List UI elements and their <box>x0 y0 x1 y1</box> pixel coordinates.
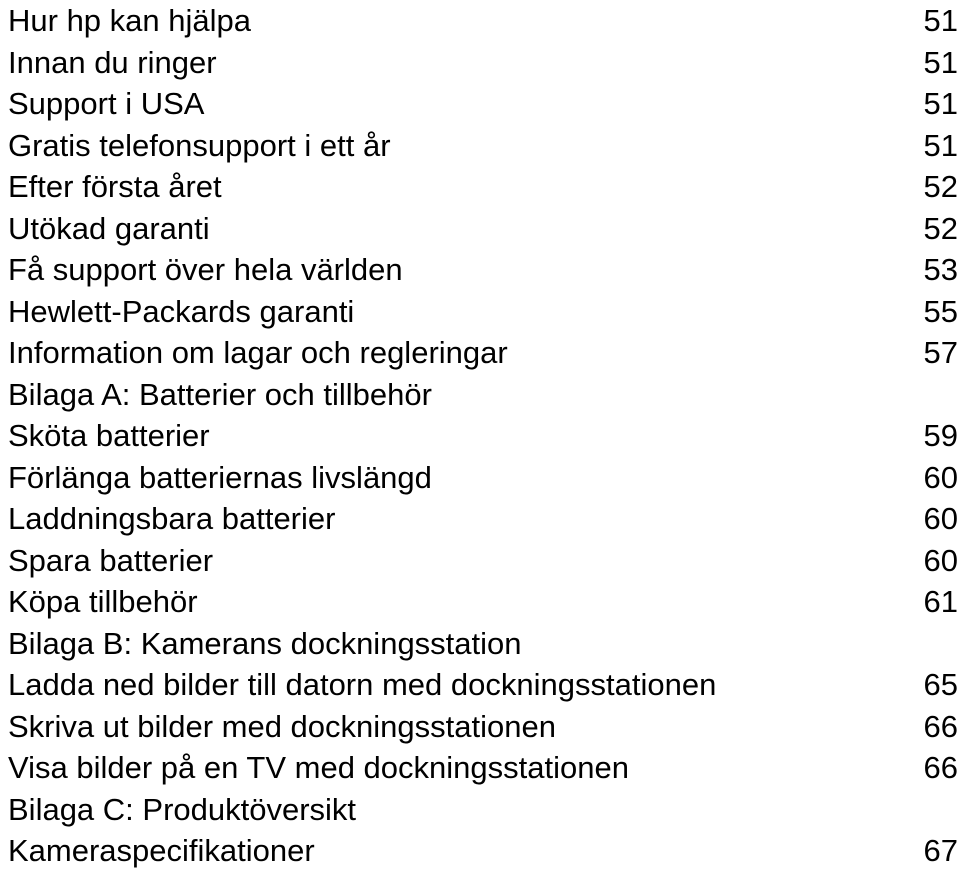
toc-entry-page-number: 51 <box>923 3 958 38</box>
toc-entry-page-number: 51 <box>923 44 958 80</box>
toc-entry[interactable] <box>8 125 958 167</box>
toc-section-heading[interactable] <box>8 789 958 831</box>
toc-entry-title: Support i USA <box>8 86 205 121</box>
toc-entry[interactable] <box>8 291 958 333</box>
toc-entry-page-number: 66 <box>923 708 958 744</box>
toc-entry-page-number: 53 <box>923 252 958 287</box>
toc-entry-title: Ladda ned bilder till datorn med dockningsstationen <box>8 667 717 702</box>
toc-entry-title: Köpa tillbehör <box>8 584 198 619</box>
toc-entry-page-number: 55 <box>923 293 958 329</box>
toc-entry-page-number: 52 <box>923 169 958 204</box>
toc-entry[interactable] <box>8 664 958 706</box>
toc-entry-title: Hewlett-Packards garanti <box>8 293 355 329</box>
toc-entry[interactable] <box>8 166 958 208</box>
toc-entry-page-number: 60 <box>923 542 958 578</box>
toc-entry[interactable] <box>8 249 958 291</box>
toc-entry[interactable] <box>8 706 958 748</box>
toc-entry-title: Visa bilder på en TV med dockningsstationen <box>8 750 629 785</box>
toc-entry-title: Förlänga batteriernas livslängd <box>8 459 432 495</box>
toc-entry[interactable] <box>8 457 958 499</box>
toc-entry-title: Kameraspecifikationer <box>8 833 315 868</box>
toc-entry[interactable] <box>8 42 958 84</box>
table-of-contents <box>8 0 958 872</box>
toc-entry-title: Information om lagar och regleringar <box>8 335 508 370</box>
toc-entry[interactable] <box>8 540 958 582</box>
toc-entry-title: Laddningsbara batterier <box>8 501 336 536</box>
toc-entry[interactable] <box>8 747 958 789</box>
toc-entry-title: Innan du ringer <box>8 44 217 80</box>
toc-entry[interactable] <box>8 0 958 42</box>
toc-entry[interactable] <box>8 208 958 250</box>
toc-section-heading[interactable] <box>8 623 958 665</box>
toc-entry-page-number: 52 <box>923 210 958 246</box>
toc-entry[interactable] <box>8 581 958 623</box>
toc-entry-title: Hur hp kan hjälpa <box>8 3 251 38</box>
toc-entry-title: Bilaga B: Kamerans dockningsstation <box>8 625 522 661</box>
toc-entry-page-number: 61 <box>923 584 958 619</box>
toc-entry[interactable] <box>8 83 958 125</box>
toc-entry-title: Sköta batterier <box>8 418 210 453</box>
toc-entry-page-number: 65 <box>923 667 958 702</box>
toc-entry-title: Bilaga A: Batterier och tillbehör <box>8 376 432 412</box>
toc-entry-title: Få support över hela världen <box>8 252 403 287</box>
toc-entry-title: Utökad garanti <box>8 210 210 246</box>
toc-entry-page-number: 59 <box>923 418 958 453</box>
toc-entry[interactable] <box>8 830 958 872</box>
toc-entry-page-number: 51 <box>923 86 958 121</box>
toc-entry-page-number: 66 <box>923 750 958 785</box>
toc-entry-title: Efter första året <box>8 169 222 204</box>
toc-entry[interactable] <box>8 415 958 457</box>
toc-entry-title: Spara batterier <box>8 542 214 578</box>
toc-entry-page-number: 51 <box>923 127 958 163</box>
toc-entry[interactable] <box>8 332 958 374</box>
toc-entry-page-number: 67 <box>923 833 958 868</box>
toc-entry-page-number: 57 <box>923 335 958 370</box>
toc-entry-title: Gratis telefonsupport i ett år <box>8 127 391 163</box>
toc-section-heading[interactable] <box>8 374 958 416</box>
toc-entry-page-number: 60 <box>923 459 958 495</box>
toc-entry-page-number: 60 <box>923 501 958 536</box>
toc-entry-title: Skriva ut bilder med dockningsstationen <box>8 708 556 744</box>
toc-entry-title: Bilaga C: Produktöversikt <box>8 791 357 827</box>
toc-entry[interactable] <box>8 498 958 540</box>
